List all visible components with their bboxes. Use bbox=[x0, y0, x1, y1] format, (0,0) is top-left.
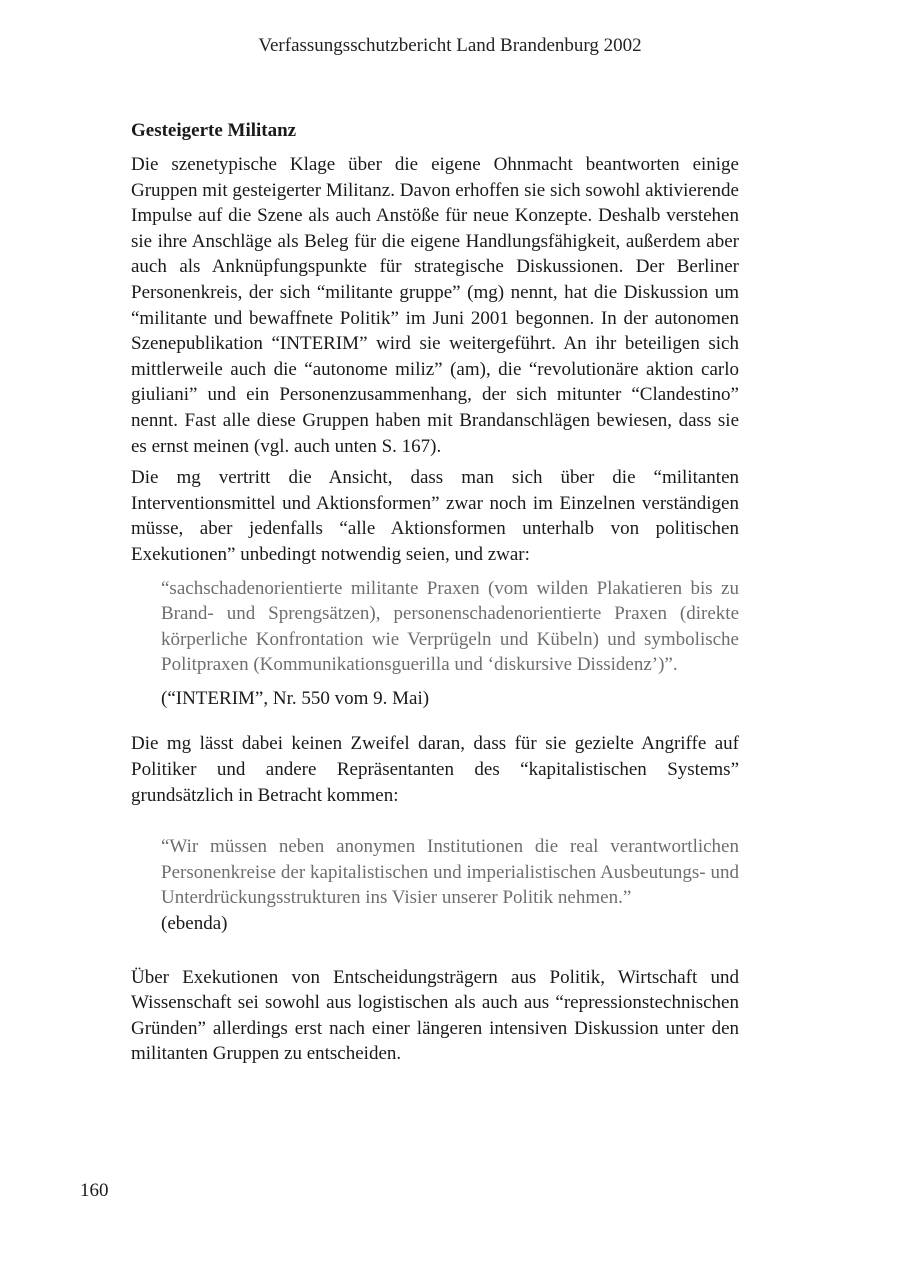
page-content bbox=[131, 118, 739, 1067]
block-quote-1 bbox=[161, 576, 739, 712]
quote-text-2: “Wir müssen neben anonymen Institutionen die real verantwortlichen Personenkreise der kapitalistischen und imperialistischen Ausbeutungs- und Unterdrückungsstrukturen ins Visier unserer Politik nehmen.” bbox=[161, 836, 739, 909]
paragraph-1: Die szenetypische Klage über die eigene Ohnmacht beantworten einige Gruppen mit gesteigerter Militanz. Davon erhoffen sie sich sowohl aktivierende Impulse auf die Szene als auch Anstöße für neue Konzepte. Deshalb verstehen sie ihre Anschläge als Beleg für die eigene Handlungsfähigkeit, außerdem aber auch als Anknüpfungspunkte für strategische Diskussionen. Der Berliner Personenkreis, der sich “militante gruppe” (mg) nennt, hat die Diskussion um “militante und bewaffnete Politik” im Juni 2001 begonnen. In der autonomen Szenepublikation “INTERIM” wird sie weitergeführt. An ihr beteiligen sich mittlerweile auch die “autonome miliz” (am), die “revolutionäre aktion carlo giuliani” und ein Personenzusammenhang, der sich mitunter “Clandestino” nennt. Fast alle diese Gruppen haben mit Brandanschlägen bewiesen, dass sie es ernst meinen (vgl. auch unten S. 167). bbox=[131, 154, 739, 457]
section-heading: Gesteigerte Militanz bbox=[131, 120, 297, 141]
running-header: Verfassungsschutzbericht Land Brandenburg 2002 bbox=[258, 35, 642, 56]
quote-text-1: “sachschadenorientierte militante Praxen (vom wilden Plakatieren bis zu Brand- und Sprengsätzen), personenschadenorientierte Praxen (direkte körperliche Konfrontation wie Verprügeln und Kübeln) und symbolische Politpraxen (Kommunikationsguerilla und ‘diskursive Dissidenz’)”. bbox=[161, 577, 739, 676]
quote-source-1: (“INTERIM”, Nr. 550 vom 9. Mai) bbox=[161, 687, 430, 709]
quote-source-2: (ebenda) bbox=[161, 913, 228, 935]
page-number: 160 bbox=[80, 1180, 109, 1201]
paragraph-3: Die mg lässt dabei keinen Zweifel daran, dass für sie gezielte Angriffe auf Politiker und andere Repräsentanten des “kapitalistischen Systems” grundsätzlich in Betracht kommen: bbox=[131, 733, 739, 806]
paragraph-4: Über Exekutionen von Entscheidungsträgern aus Politik, Wirtschaft und Wissenschaft sei sowohl aus logistischen als auch aus “repressionstechnischen Gründen” allerdings erst nach einer längeren intensiven Diskussion unter den militanten Gruppen zu entscheiden. bbox=[131, 966, 739, 1065]
block-quote-2 bbox=[161, 834, 739, 936]
paragraph-2: Die mg vertritt die Ansicht, dass man sich über die “militanten Interventionsmittel und Aktionsformen” zwar noch im Einzelnen verständigen müsse, aber jedenfalls “alle Aktionsformen unterhalb von politischen Exekutionen” unbedingt notwendig seien, und zwar: bbox=[131, 467, 739, 565]
